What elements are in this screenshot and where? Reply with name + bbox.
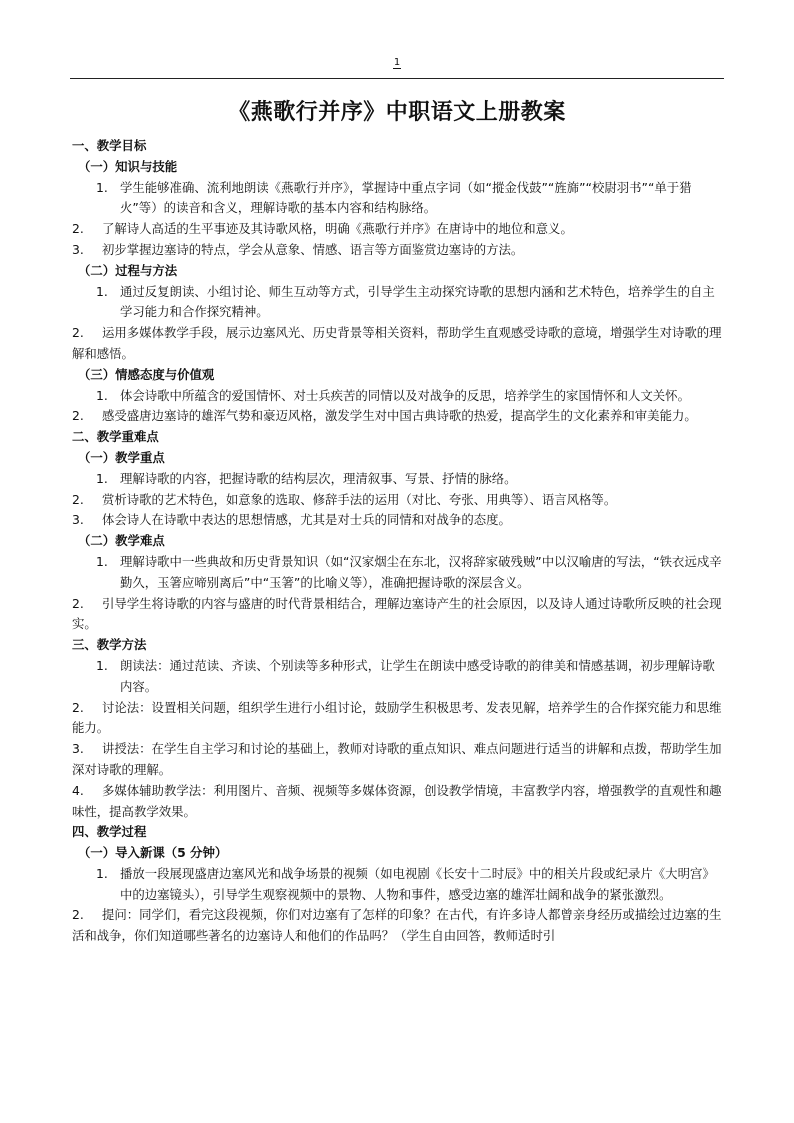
list-item: [72, 656, 722, 698]
header-rule: [70, 78, 724, 79]
paragraph-number: 2.: [72, 325, 84, 341]
subsection-heading: （一）教学重点: [78, 449, 165, 465]
paragraph-number: 2.: [72, 699, 84, 715]
list-text: 体会诗歌中所蕴含的爱国情怀、对士兵疾苦的同情以及对战争的反思，培养学生的家国情怀和人文关怀。: [120, 387, 690, 403]
paragraph: [72, 219, 722, 240]
list-item: [72, 864, 722, 906]
list-item: [72, 178, 722, 220]
document-title: 《燕歌行并序》中职语文上册教案: [228, 100, 566, 125]
paragraph: [72, 698, 722, 740]
paragraph-text: 讨论法：设置相关问题，组织学生进行小组讨论，鼓励学生积极思考、发表见解，培养学生的合作探究能力和思维能力。: [72, 699, 722, 736]
subsection-heading: （二）教学难点: [78, 533, 165, 549]
list-number: 1.: [96, 553, 108, 569]
paragraph-number: 4.: [72, 782, 84, 798]
section-heading: 四、教学过程: [72, 824, 147, 840]
paragraph: [72, 240, 722, 261]
list-text: 理解诗歌的内容，把握诗歌的结构层次，理清叙事、写景、抒情的脉络。: [120, 470, 517, 486]
paragraph-text: 感受盛唐边塞诗的雄浑气势和豪迈风格，激发学生对中国古典诗歌的热爱，提高学生的文化素养和审美能力。: [102, 408, 697, 424]
paragraph: [72, 905, 722, 947]
paragraph-number: 3.: [72, 741, 84, 757]
paragraph: [72, 594, 722, 636]
paragraph-number: 2.: [72, 491, 84, 507]
list-item: [72, 386, 722, 407]
paragraph-number: 2.: [72, 408, 84, 424]
list-text: 理解诗歌中一些典故和历史背景知识（如“汉家烟尘在东北，汉将辞家破残贼”中以汉喻唐的写法，“铁衣远戍辛勤久，玉箸应啼别离后”中“玉箸”的比喻义等），准确把握诗歌的深层含义。: [120, 553, 722, 590]
paragraph: [72, 739, 722, 781]
paragraph-text: 引导学生将诗歌的内容与盛唐的时代背景相结合，理解边塞诗产生的社会原因，以及诗人通过诗歌所反映的社会现实。: [72, 595, 722, 632]
paragraph-text: 运用多媒体教学手段，展示边塞风光、历史背景等相关资料，帮助学生直观感受诗歌的意境，增强学生对诗歌的理解和感悟。: [72, 325, 722, 361]
subsection-heading: （一）知识与技能: [78, 158, 178, 174]
paragraph-text: 初步掌握边塞诗的特点，学会从意象、情感、语言等方面鉴赏边塞诗的方法。: [102, 241, 524, 257]
subsection-heading: （三）情感态度与价值观: [78, 366, 215, 382]
paragraph: [72, 781, 722, 823]
page-number: 1: [393, 57, 401, 68]
list-text: 通过反复朗读、小组讨论、师生互动等方式，引导学生主动探究诗歌的思想内涵和艺术特色，培养学生的自主学习能力和合作探究精神。: [120, 283, 715, 320]
list-item: [72, 552, 722, 594]
list-number: 1.: [96, 179, 108, 195]
list-text: 朗读法：通过范读、齐读、个别读等多种形式，让学生在朗读中感受诗歌的韵律美和情感基调，初步理解诗歌内容。: [120, 657, 715, 694]
list-text: 播放一段展现盛唐边塞风光和战争场景的视频（如电视剧《长安十二时辰》中的相关片段或纪录片《大明宫》中的边塞镜头），引导学生观察视频中的景物、人物和事件，感受边塞的雄浑壮阔和战争的紧张激烈。: [120, 865, 715, 902]
list-text: 学生能够准确、流利地朗读《燕歌行并序》，掌握诗中重点字词（如“摐金伐鼓”“旌旆”“校尉羽书”“单于猎火”等）的读音和含义，理解诗歌的基本内容和结构脉络。: [120, 179, 692, 216]
paragraph-number: 2.: [72, 221, 84, 237]
paragraph-number: 2.: [72, 595, 84, 611]
paragraph-number: 2.: [72, 907, 84, 923]
section-heading: 二、教学重难点: [72, 429, 159, 445]
paragraph-text: 了解诗人高适的生平事迹及其诗歌风格，明确《燕歌行并序》在唐诗中的地位和意义。: [102, 221, 573, 237]
list-number: 1.: [96, 470, 108, 486]
list-number: 1.: [96, 865, 108, 881]
paragraph: [72, 323, 722, 365]
paragraph: [72, 406, 722, 427]
section-heading: 一、教学目标: [72, 138, 147, 153]
subsection-heading: （一）导入新课（5 分钟）: [78, 845, 228, 861]
paragraph-text: 多媒体辅助教学法：利用图片、音频、视频等多媒体资源，创设教学情境，丰富教学内容，增强教学的直观性和趣味性，提高教学效果。: [72, 782, 722, 819]
list-item: [72, 282, 722, 324]
document-body: [72, 136, 722, 947]
paragraph-text: 体会诗人在诗歌中表达的思想情感，尤其是对士兵的同情和对战争的态度。: [102, 512, 511, 528]
list-number: 1.: [96, 283, 108, 299]
list-number: 1.: [96, 387, 108, 403]
paragraph-number: 3.: [72, 512, 84, 528]
paragraph: [72, 510, 722, 531]
section-heading: 三、教学方法: [72, 637, 147, 653]
paragraph-text: 讲授法：在学生自主学习和讨论的基础上，教师对诗歌的重点知识、难点问题进行适当的讲解和点拨，帮助学生加深对诗歌的理解。: [72, 741, 722, 777]
paragraph-number: 3.: [72, 241, 84, 257]
list-item: [72, 469, 722, 490]
paragraph: [72, 490, 722, 511]
subsection-heading: （二）过程与方法: [78, 262, 178, 278]
paragraph-text: 提问：同学们，看完这段视频，你们对边塞有了怎样的印象？在古代，有许多诗人都曾亲身经历或描绘过边塞的生活和战争，你们知道哪些著名的边塞诗人和他们的作品吗？（学生自由回答，教师适时引: [72, 907, 722, 944]
paragraph-text: 赏析诗歌的艺术特色，如意象的选取、修辞手法的运用（对比、夸张、用典等）、语言风格等。: [102, 491, 617, 507]
list-number: 1.: [96, 657, 108, 673]
